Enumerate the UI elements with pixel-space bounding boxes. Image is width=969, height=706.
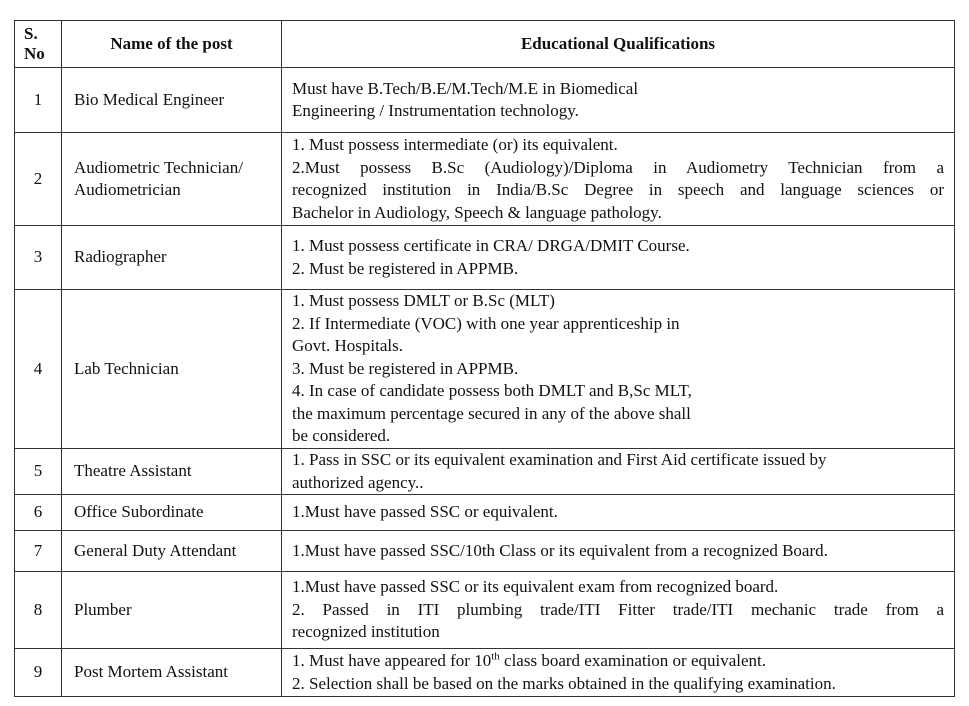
qualification-text: class board examination or equivalent. [499,651,767,670]
table-row [15,226,955,290]
row-sno: 5 [15,449,62,495]
qualifications-table [14,20,955,697]
row-sno: 9 [15,649,62,697]
post-name: Plumber [74,599,132,619]
row-post [62,290,282,449]
row-qualifications [282,572,955,649]
header-post: Name of the post [62,21,282,68]
qualification-line: Govt. Hospitals. [292,336,403,356]
qualification-line: 1. Must possess intermediate (or) its equivalent. [292,135,618,154]
post-name: Audiometric Technician/ [74,157,243,177]
table-row [15,649,955,697]
header-sno-line: S. [24,24,38,43]
row-post [62,68,282,133]
qualification-line: 2. If Intermediate (VOC) with one year apprenticeship in [292,313,680,333]
post-name: Post Mortem Assistant [74,662,228,682]
row-post [62,531,282,572]
qualification-line: the maximum percentage secured in any of the above shall [292,403,691,423]
row-sno: 6 [15,495,62,531]
table-row [15,68,955,133]
qualification-line: 2. Selection shall be based on the marks obtained in the qualifying examination. [292,673,836,693]
qualification-line: 4. In case of candidate possess both DMLT and B,Sc MLT, [292,381,692,401]
qualification-line: Must have B.Tech/B.E/M.Tech/M.E in Biomedical [292,78,639,98]
header-row [15,21,955,68]
row-sno: 2 [15,133,62,226]
row-qualifications [282,449,955,495]
header-sno [15,21,62,68]
table-row [15,290,955,449]
row-sno: 7 [15,531,62,572]
table-row [15,572,955,649]
post-name: Lab Technician [74,358,179,378]
qualification-line: authorized agency.. [292,472,424,492]
ordinal-suffix: th [491,650,500,663]
qualification-line: be considered. [292,426,391,446]
row-post [62,572,282,649]
qualification-line: 1. Must possess certificate in CRA/ DRGA/DMIT Course. [292,236,690,255]
row-qualifications [282,290,955,449]
row-post [62,226,282,290]
post-name: General Duty Attendant [74,540,237,560]
row-post [62,133,282,226]
table-row [15,495,955,531]
qualification-line: recognized institution [292,622,440,642]
qualification-line: recognized institution in India/B.Sc Degree in speech and language sciences or [292,180,944,199]
qualification-line: 1. Must possess DMLT or B.Sc (MLT) [292,291,555,311]
row-qualifications [282,649,955,697]
post-name: Audiometrician [74,180,181,199]
post-name: Radiographer [74,247,167,267]
post-name: Bio Medical Engineer [74,89,225,109]
row-qualifications [282,133,955,226]
row-sno: 1 [15,68,62,133]
post-name: Theatre Assistant [74,461,192,481]
qualification-line: Bachelor in Audiology, Speech & language pathology. [292,202,662,222]
qualification-line: 2.Must possess B.Sc (Audiology)/Diploma in Audiometry Technician from a [292,157,944,177]
qualifications-document [14,20,954,697]
table-row [15,449,955,495]
header-sno-line: No [24,44,45,63]
row-sno: 3 [15,226,62,290]
row-qualifications [282,495,955,531]
table-row [15,531,955,572]
qualification-line: 2. Must be registered in APPMB. [292,258,519,278]
row-qualifications [282,531,955,572]
post-name: Office Subordinate [74,502,204,522]
qualification-line: 1.Must have passed SSC or equivalent. [292,502,558,522]
row-post [62,495,282,531]
row-post [62,449,282,495]
qualification-line: 1. Pass in SSC or its equivalent examination and First Aid certificate issued by [292,450,827,469]
qualification-line: 1.Must have passed SSC or its equivalent exam from recognized board. [292,577,779,597]
qualification-line: Engineering / Instrumentation technology. [292,101,579,120]
row-qualifications [282,226,955,290]
qualification-line: 2. Passed in ITI plumbing trade/ITI Fitter trade/ITI mechanic trade from a [292,599,944,619]
qualification-line: 1.Must have passed SSC/10th Class or its equivalent from a recognized Board. [292,540,828,560]
row-sno: 8 [15,572,62,649]
qualification-line [292,650,944,673]
header-qualifications: Educational Qualifications [282,21,955,68]
row-sno: 4 [15,290,62,449]
row-post [62,649,282,697]
qualification-text: 1. Must have appeared for 10 [292,651,492,670]
row-qualifications [282,68,955,133]
table-row [15,133,955,226]
qualification-line: 3. Must be registered in APPMB. [292,358,519,378]
